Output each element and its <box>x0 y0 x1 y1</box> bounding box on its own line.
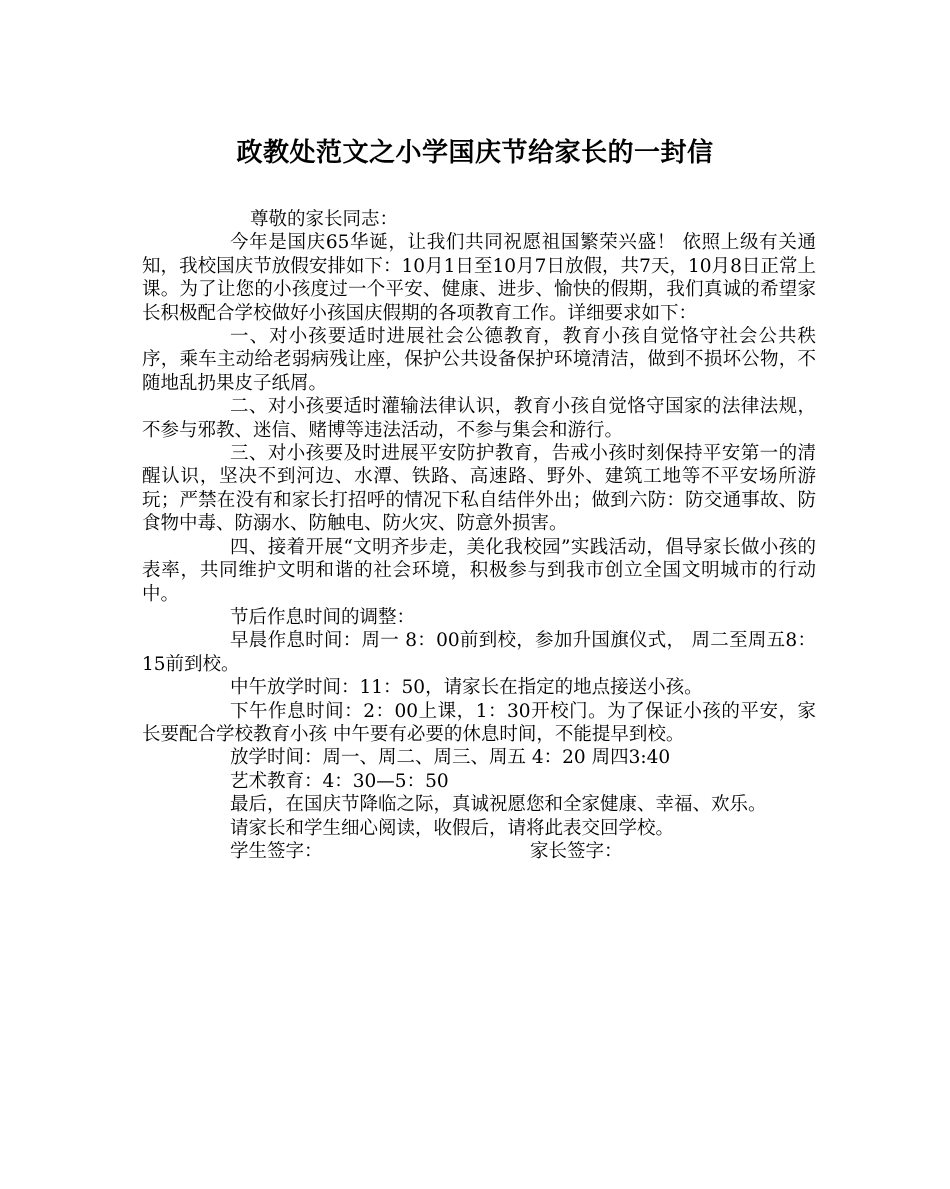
student-signature-label: 学生签字： <box>230 840 323 862</box>
reminder-paragraph: 请家长和学生细心阅读，收假后，请将此表交回学校。 <box>230 817 675 839</box>
schedule-art: 艺术教育：4：30—5：50 <box>230 770 449 792</box>
paragraph-intro: 今年是国庆65华诞，让我们共同祝愿祖国繁荣兴盛！ 依照上级有关通知，我校国庆节放假安排如下：10月1日至10月7日放假，共7天，10月8日正常上课。为了让您的小孩度过一个平安、健康、进步、愉快的假期，我们真诚的希望家长积极配合学校做好小孩国庆假期的各项教育工作。详细要求如下： <box>142 232 816 324</box>
paragraph-item-1: 一、对小孩要适时进展社会公德教育，教育小孩自觉恪守社会公共秩序，乘车主动给老弱病残让座，保护公共设备保护环境清洁，做到不损坏公物，不随地乱扔果皮子纸屑。 <box>142 326 816 394</box>
paragraph-item-2: 二、对小孩要适时灌输法律认识，教育小孩自觉恪守国家的法律法规，不参与邪教、迷信、赌博等违法活动，不参与集会和游行。 <box>142 396 816 441</box>
salutation: 尊敬的家长同志： <box>250 209 399 230</box>
letter-body <box>142 208 816 863</box>
schedule-dismissal: 放学时间：周一、周二、周三、周五 4：20 周四3:40 <box>230 747 671 769</box>
schedule-noon: 中午放学时间：11：50，请家长在指定的地点接送小孩。 <box>230 677 703 699</box>
document-title: 政教处范文之小学国庆节给家长的一封信 <box>236 138 714 168</box>
paragraph-item-3: 三、对小孩要及时进展平安防护教育，告戒小孩时刻保持平安第一的清醒认识，坚决不到河边、水潭、铁路、高速路、野外、建筑工地等不平安场所游玩；严禁在没有和家长打招呼的情况下私自结伴外出；做到六防：防交通事故、防食物中毒、防溺水、防触电、防火灾、防意外损害。 <box>142 443 816 535</box>
schedule-heading: 节后作息时间的调整： <box>230 606 416 628</box>
paragraph-item-4: 四、接着开展“文明齐步走，美化我校园”实践活动，倡导家长做小孩的表率，共同维护文明和谐的社会环境，积极参与到我市创立全国文明城市的行动中。 <box>142 536 816 605</box>
closing-paragraph: 最后，在国庆节降临之际，真诚祝愿您和全家健康、幸福、欢乐。 <box>230 794 767 816</box>
signature-row <box>142 840 816 863</box>
parent-signature-label: 家长签字： <box>530 840 623 862</box>
schedule-morning: 早晨作息时间：周一 8：00前到校，参加升国旗仪式， 周二至周五8：15前到校。 <box>142 630 816 675</box>
schedule-afternoon: 下午作息时间：2：00上课，1：30开校门。为了保证小孩的平安，家长要配合学校教育小孩 中午要有必要的休息时间，不能提早到校。 <box>142 700 816 745</box>
